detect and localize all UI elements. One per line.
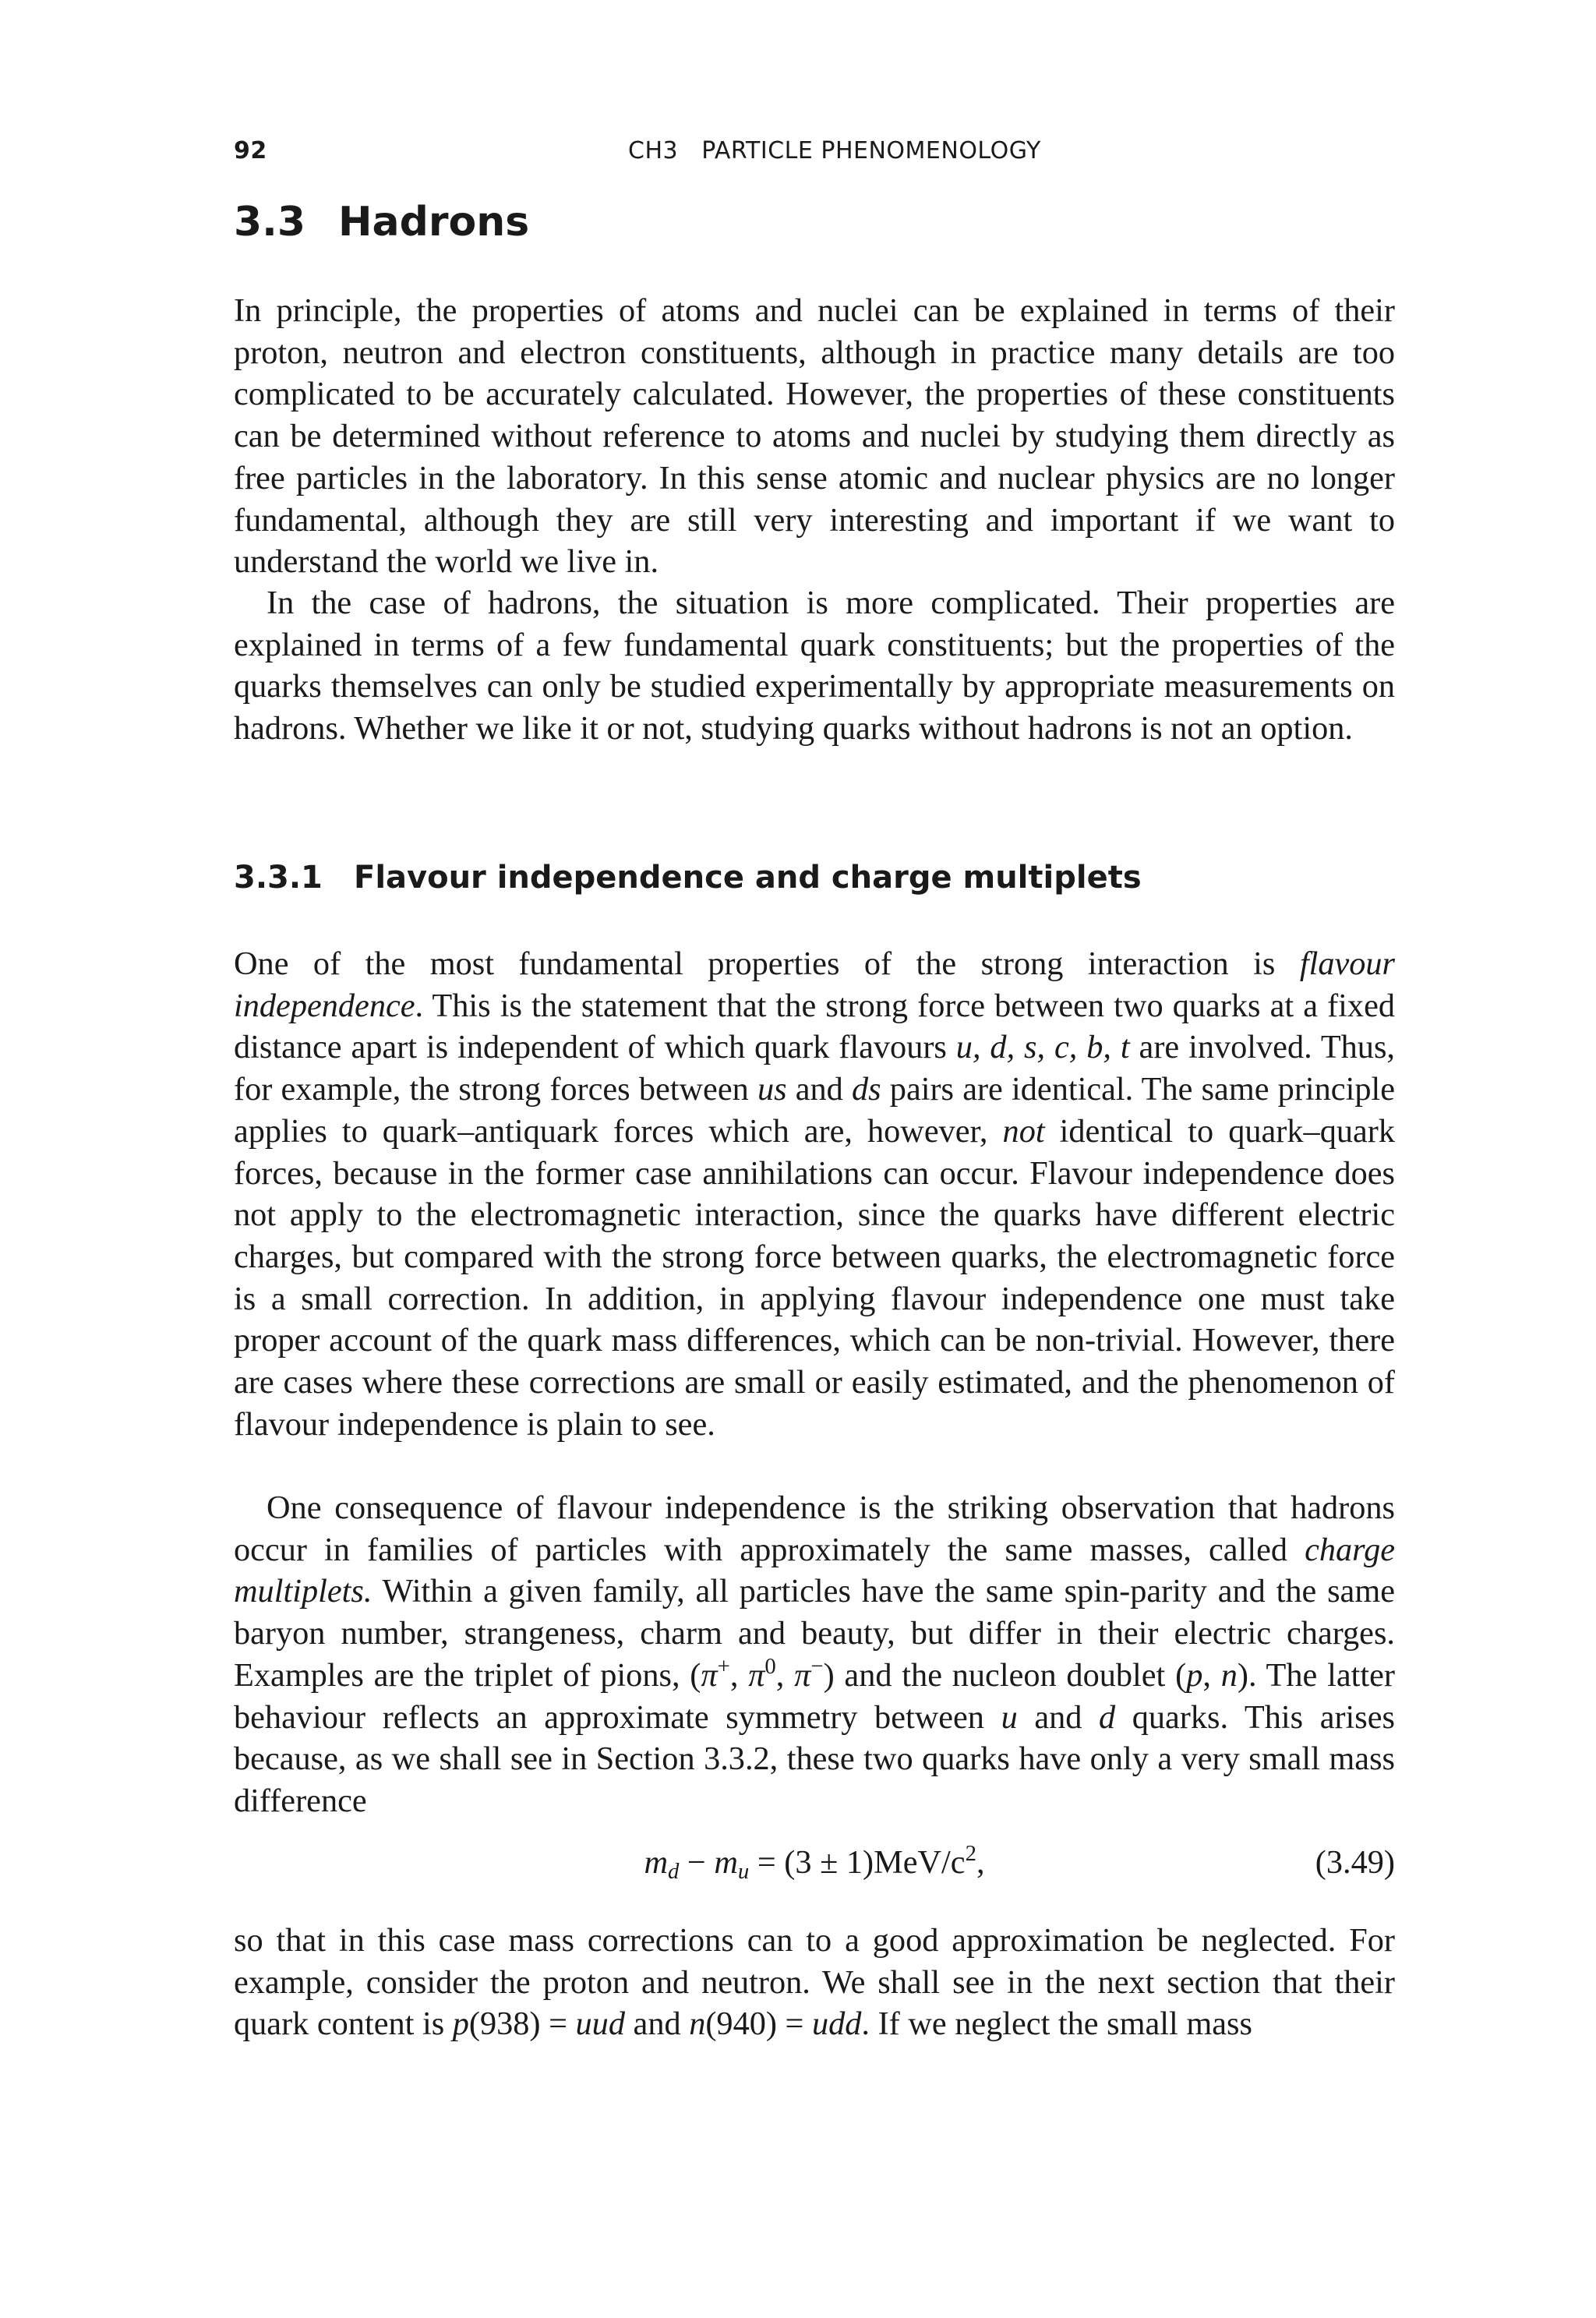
text-run: pairs are identical. The same principle applies to quark–antiquark forces which are, however, — [234, 1071, 1396, 1150]
neutron-symbol: n — [1220, 1656, 1238, 1694]
subsection-title: Flavour independence and charge multiplets — [354, 860, 1142, 896]
text-run: and — [786, 1071, 852, 1108]
mass-symbol: m — [644, 1844, 668, 1881]
text-run: ) and the nucleon doublet ( — [823, 1656, 1187, 1694]
text-run: Within a given family, all particles have the same spin-parity and the same baryon number, strangeness, charm and beauty, but differ in their electric charges. Examples are the triplet of pions, ( — [234, 1573, 1395, 1694]
neutron-mass: (940) = — [705, 2005, 812, 2043]
quark-pair-ds: ds — [852, 1071, 881, 1108]
charge-plus: + — [717, 1654, 730, 1679]
pion-symbol: π — [748, 1656, 765, 1694]
separator: , — [729, 1656, 749, 1694]
text-run: . This is the statement that the strong force between two quarks at a fixed distance apart is independent of which quark flavours — [234, 987, 1395, 1066]
separator: , — [1202, 1656, 1221, 1694]
section-number: 3.3 — [234, 199, 306, 246]
emphasis-flavour-independence: flavour independence — [234, 945, 1395, 1024]
chapter-heading: CH3 PARTICLE PHENOMENOLOGY — [628, 137, 1041, 164]
pion-symbol: π — [701, 1656, 718, 1694]
equation-comma: , — [976, 1844, 985, 1881]
charge-minus: − — [810, 1654, 824, 1679]
paragraph-hadrons-complicated: In the case of hadrons, the situation is more complicated. Their properties are explained in terms of a few fundamental quark constituents; but the properties of the quarks themselves can only be studied experimentally by appropriate measurements on hadrons. Whether we like it or not, studying quarks without hadrons is not an option. — [234, 585, 1395, 747]
text-run: identical to quark–quark forces, because in the former case annihilations can occur. Flavour independence does not apply to the electromagnetic interaction, since the quarks have different electric charges, but compared with the strong force between quarks, the electromagnetic force is a small correction. In addition, in applying flavour independence one must take proper account of the quark mass differences, which can be non-trivial. However, there are cases where these corrections are small or easily estimated, and the phenomenon of flavour independence is plain to see. — [234, 1112, 1395, 1443]
charge-zero: 0 — [764, 1654, 776, 1679]
neutron-symbol: n — [689, 2005, 706, 2043]
paragraph-flavour-independence — [234, 943, 1395, 1445]
text-run: . If we neglect the small mass — [861, 2005, 1252, 2043]
subscript-d: d — [667, 1859, 680, 1885]
pion-symbol: π — [794, 1656, 811, 1694]
subsection-number: 3.3.1 — [234, 860, 323, 896]
emphasis-charge-multiplets: charge multiplets. — [234, 1531, 1395, 1610]
quark-d: d — [1098, 1698, 1116, 1736]
paragraph-mass-corrections — [234, 1920, 1395, 2045]
equation-3-49 — [234, 1839, 1395, 1886]
quark-flavour-list: u, d, s, c, b, t — [955, 1029, 1130, 1066]
proton-mass: (938) = — [468, 2005, 576, 2043]
separator: , — [775, 1656, 795, 1694]
proton-symbol: p — [1186, 1656, 1203, 1694]
text-run: One of the most fundamental properties of the strong interaction is — [234, 945, 1300, 982]
text-run: One consequence of flavour independence is the striking observation that hadrons occur in families of particles with approximately the same masses, called — [234, 1489, 1395, 1568]
section-heading — [234, 195, 529, 249]
section-title: Hadrons — [338, 199, 530, 246]
text-run: quarks. This arises because, as we shall see in Section 3.3.2, these two quarks have only a very small mass difference — [234, 1698, 1395, 1819]
paragraph-atoms-nuclei: In principle, the properties of atoms and nuclei can be explained in terms of their proton, neutron and electron constituents, although in practice many details are too complicated to be accurately calculated. However, the properties of these constituents can be determined without reference to atoms and nuclei by studying them directly as free particles in the laboratory. In this sense atomic and nuclear physics are no longer fundamental, although they are still very interesting and important if we want to understand the world we live in. — [234, 292, 1395, 581]
text-run: and — [1017, 1698, 1099, 1736]
text-run: and — [624, 2005, 690, 2043]
paragraph-charge-multiplets — [234, 1487, 1395, 1822]
operator-minus: − — [679, 1844, 715, 1881]
proton-symbol: p — [452, 2005, 469, 2043]
quark-content-uud: uud — [575, 2005, 625, 2043]
quark-u: u — [1001, 1698, 1018, 1736]
text-run: ). The latter behaviour reflects an approximate symmetry between — [234, 1656, 1395, 1736]
page-number: 92 — [234, 137, 267, 164]
text-run: so that in this case mass corrections can to a good approximation be neglected. For example, consider the proton and neutron. We shall see in the next section that their quark content is — [234, 1922, 1395, 2043]
quark-content-udd: udd — [811, 2005, 862, 2043]
running-head — [234, 137, 1395, 171]
quark-pair-us: us — [757, 1071, 787, 1108]
equation-rhs: = (3 ± 1)MeV/c — [749, 1844, 966, 1881]
superscript-2: 2 — [965, 1841, 976, 1867]
equation-body — [234, 1839, 1395, 1886]
text-run: are involved. Thus, for example, the strong forces between — [234, 1029, 1395, 1108]
emphasis-not: not — [1002, 1112, 1045, 1150]
subscript-u: u — [737, 1859, 750, 1885]
equation-number: (3.49) — [1315, 1844, 1395, 1881]
mass-symbol: m — [714, 1844, 738, 1881]
subsection-heading — [234, 856, 1142, 899]
